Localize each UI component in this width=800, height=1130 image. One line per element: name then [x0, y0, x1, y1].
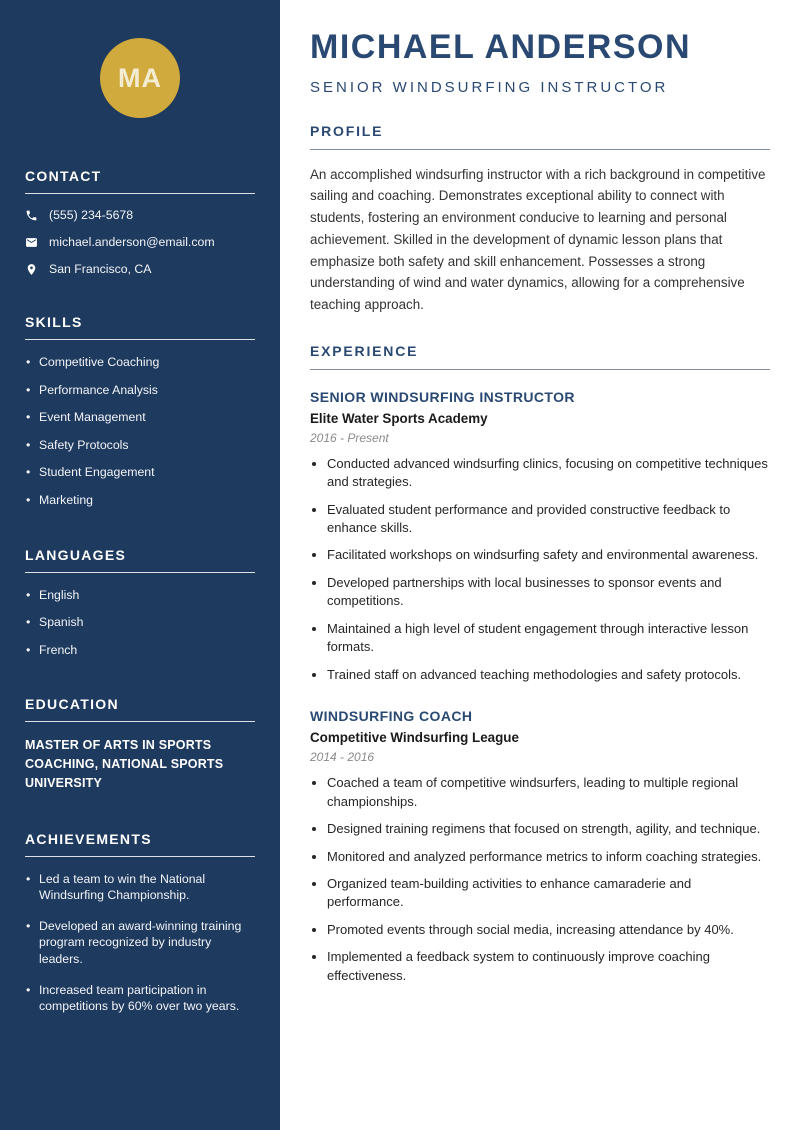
- contact-phone: [25, 208, 255, 222]
- experience-section: [310, 343, 770, 986]
- job-bullet: • Trained staff on advanced teaching methodologies and safety protocols.: [327, 666, 770, 684]
- language-item: • English: [25, 587, 255, 604]
- contact-email-value: michael.anderson@email.com: [49, 235, 215, 249]
- experience-heading: EXPERIENCE: [310, 343, 770, 370]
- profile-text: An accomplished windsurfing instructor with a rich background in competitive sailing and coaching. Demonstrates exceptional ability to connect with students, fostering an environment conducive to learning and personal achievement. Skilled in the development of dynamic lesson plans that emphasize both safety and skill enhancement. Possesses a strong understanding of wind and water dynamics, allowing for a comprehensive teaching approach.: [310, 166, 766, 312]
- languages-list: [25, 587, 255, 659]
- job-bullet: • Conducted advanced windsurfing clinics, focusing on competitive techniques and strategies.: [327, 455, 770, 492]
- job-entry: [310, 708, 770, 985]
- contact-email: [25, 235, 255, 249]
- education-section: [25, 696, 255, 792]
- job-dates: 2014 - 2016: [310, 750, 375, 765]
- job-title: SENIOR WINDSURFING INSTRUCTOR: [310, 388, 575, 405]
- achievements-section: [25, 831, 255, 1015]
- job-bullet: • Evaluated student performance and provided constructive feedback to enhance skills.: [327, 501, 770, 538]
- contact-location-value: San Francisco, CA: [49, 262, 152, 276]
- email-icon: [25, 236, 38, 249]
- job-bullet: • Maintained a high level of student engagement through interactive lesson formats.: [327, 620, 770, 657]
- skill-item: • Student Engagement: [25, 464, 255, 481]
- languages-heading: LANGUAGES: [25, 547, 255, 573]
- skills-section: [25, 314, 255, 509]
- phone-icon: [25, 209, 38, 222]
- contact-location: [25, 262, 255, 276]
- education-heading: EDUCATION: [25, 696, 255, 722]
- job-title: WINDSURFING COACH: [310, 708, 473, 725]
- skill-item: • Safety Protocols: [25, 437, 255, 454]
- job-bullet: • Developed partnerships with local businesses to sponsor events and competitions.: [327, 574, 770, 611]
- person-job-title: SENIOR WINDSURFING INSTRUCTOR: [310, 78, 669, 96]
- languages-section: [25, 547, 255, 659]
- sidebar: [0, 0, 280, 1130]
- language-item: • Spanish: [25, 614, 255, 631]
- main-content: [280, 0, 800, 1130]
- language-item: • French: [25, 642, 255, 659]
- achievements-heading: ACHIEVEMENTS: [25, 831, 255, 857]
- person-name: MICHAEL ANDERSON: [310, 28, 692, 66]
- skill-item: • Performance Analysis: [25, 382, 255, 399]
- job-company: Elite Water Sports Academy: [310, 410, 488, 426]
- contact-section: [25, 168, 255, 276]
- achievement-item: • Increased team participation in competitions by 60% over two years.: [25, 982, 255, 1015]
- job-bullet: • Designed training regimens that focused on strength, agility, and technique.: [327, 820, 770, 838]
- job-bullet: • Organized team-building activities to enhance camaraderie and performance.: [327, 875, 770, 912]
- job-bullets: [310, 455, 770, 685]
- job-bullet: • Facilitated workshops on windsurfing safety and environmental awareness.: [327, 546, 770, 564]
- skill-item: • Marketing: [25, 492, 255, 509]
- avatar-initials: MA: [118, 62, 162, 93]
- skill-item: • Competitive Coaching: [25, 354, 255, 371]
- job-bullets: [310, 774, 770, 985]
- job-bullet: • Promoted events through social media, increasing attendance by 40%.: [327, 921, 770, 939]
- contact-phone-value: (555) 234-5678: [49, 208, 134, 222]
- profile-section: [310, 123, 770, 316]
- skills-list: [25, 354, 255, 509]
- skills-heading: SKILLS: [25, 314, 255, 340]
- job-bullet: • Coached a team of competitive windsurfers, leading to multiple regional championships.: [327, 774, 770, 811]
- profile-heading: PROFILE: [310, 123, 770, 150]
- job-bullet: • Monitored and analyzed performance metrics to inform coaching strategies.: [327, 848, 770, 866]
- avatar: [100, 38, 180, 118]
- job-entry: [310, 389, 770, 685]
- skill-item: • Event Management: [25, 409, 255, 426]
- contact-heading: CONTACT: [25, 168, 255, 194]
- achievements-list: [25, 871, 255, 1015]
- achievement-item: • Developed an award-winning training program recognized by industry leaders.: [25, 918, 255, 968]
- job-dates: 2016 - Present: [310, 430, 389, 445]
- location-pin-icon: [25, 263, 38, 276]
- education-degree: MASTER OF ARTS IN SPORTS COACHING, NATIONAL SPORTS UNIVERSITY: [25, 738, 224, 790]
- achievement-item: • Led a team to win the National Windsurfing Championship.: [25, 871, 255, 904]
- job-bullet: • Implemented a feedback system to continuously improve coaching effectiveness.: [327, 948, 770, 985]
- job-company: Competitive Windsurfing League: [310, 730, 519, 746]
